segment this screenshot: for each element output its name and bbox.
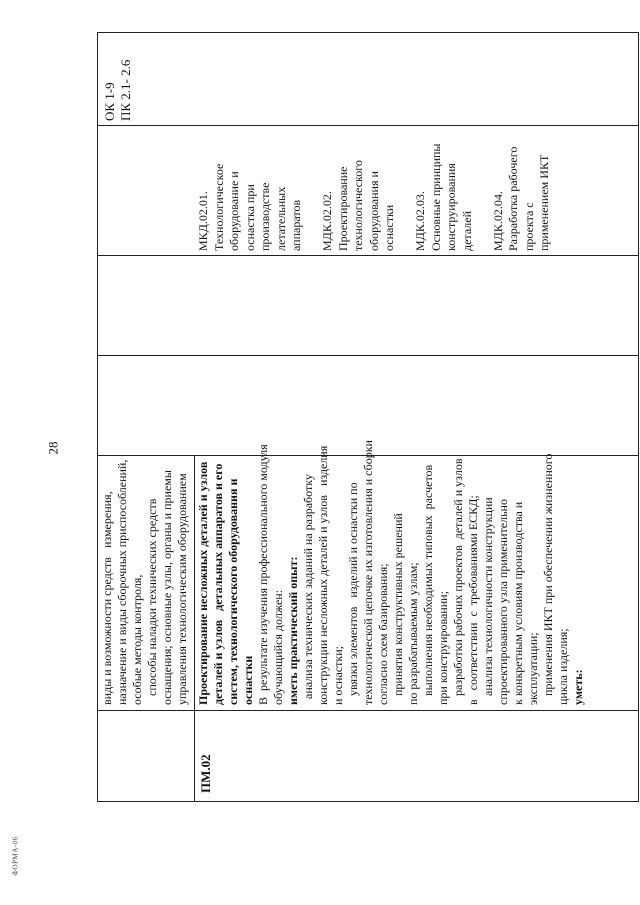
form-code: ФОРМА-06 [11, 836, 20, 876]
text-line: особые методы контроля, [130, 574, 144, 705]
text-line: анализа технологичности конструкции [481, 497, 495, 705]
text-line: увязки элементов изделий и оснастки по [346, 482, 360, 705]
text-line: систем, технологического оборудования и [226, 478, 240, 705]
text-line: Основные принципы [428, 143, 443, 251]
text-line: при конструировании; [436, 591, 450, 705]
text-line: оснастки [382, 204, 396, 251]
text-line: принятия конструктивных решений [391, 513, 405, 705]
text-line: деталей и узлов детальных аппаратов и его [211, 463, 225, 705]
row-divider [194, 456, 195, 801]
text-line: проекта с [521, 202, 536, 251]
text-line: МДК.02.04. [490, 191, 505, 251]
text-line: оснастки [241, 655, 255, 705]
text-line: эксплуатации; [526, 632, 540, 705]
text-line: виды и возможности средств измерения, [100, 491, 114, 705]
text-line: Проектирование несложных деталей и узлов [196, 461, 210, 705]
text-line: ОК 1-9 [102, 82, 117, 121]
text-line: способы наладки технических средств [145, 498, 159, 705]
text-line: конструирования [444, 163, 458, 251]
text-line: применением ИКТ [537, 154, 551, 251]
text-line: технологической цепочке их изготовления и сборки [361, 440, 375, 705]
text-line [305, 144, 321, 251]
text-line: по разрабатываемым узлам; [406, 562, 420, 705]
page-number: 28 [45, 441, 61, 455]
text-line: назначение и виды сборочных приспособлений, [115, 459, 129, 705]
text-line: конструкции несложных деталей и узлов изделия [316, 445, 330, 705]
text-line: технологического [351, 160, 365, 251]
text-line: летательных [273, 186, 288, 251]
text-line: МДК.02.03. [413, 191, 427, 251]
text-line: иметь практический опыт: [286, 556, 300, 705]
text-line: согласно схем базирования; [376, 563, 390, 705]
curriculum-table [97, 32, 639, 802]
col-divider [98, 125, 638, 126]
competencies-cell [102, 60, 134, 121]
text-line: разработки рабочих проектов деталей и узлов [451, 458, 465, 705]
text-line: МКД.02.01. [196, 191, 210, 251]
text-line: цикла изделия; [556, 628, 570, 705]
text-line: ПК 2.1- 2.6 [118, 59, 133, 121]
text-line: оборудование и [227, 171, 241, 251]
text-line: управления технологическим оборудованием [175, 473, 189, 705]
col-divider [98, 710, 638, 711]
mdk-cell [196, 144, 553, 251]
text-line: Разработка рабочего [506, 146, 520, 251]
text-line: МДК.02.02. [320, 191, 334, 251]
text-line: аппаратов [289, 199, 303, 251]
text-line: в соответствии с требованиями ЕСКД; [466, 495, 480, 705]
continuation-cell [100, 460, 190, 705]
col-divider [98, 355, 638, 356]
text-line: Проектирование [335, 166, 350, 251]
text-line: производстве [258, 182, 272, 251]
text-line: деталей [459, 211, 474, 251]
text-line: применения ИКТ при обеспечении жизненного [541, 453, 555, 705]
text-line [475, 144, 491, 251]
text-line: и оснастки; [331, 646, 345, 705]
text-line: оснастка при [242, 184, 257, 251]
text-line: оборудования и [366, 171, 381, 251]
module-code: ПМ.02 [198, 754, 213, 793]
text-line: спроектированного узла применительно [496, 499, 510, 705]
module-description-cell [196, 440, 586, 705]
text-line: Технологическое [211, 163, 226, 251]
col-divider [98, 255, 638, 256]
text-line [398, 144, 414, 251]
text-line: уметь: [571, 669, 585, 705]
text-line: к конкретным условиям производства и [511, 501, 525, 705]
text-line: обучающийся должен: [271, 589, 285, 705]
text-line: выполнения необходимых типовых расчетов [421, 464, 435, 705]
text-line: анализа технических заданий на разработку [301, 474, 315, 705]
text-line: В результате изучения профессионального модуля [256, 444, 270, 705]
text-line: оснащения; основные узлы, органы и приемы [160, 470, 174, 705]
rotated-page [97, 32, 639, 802]
